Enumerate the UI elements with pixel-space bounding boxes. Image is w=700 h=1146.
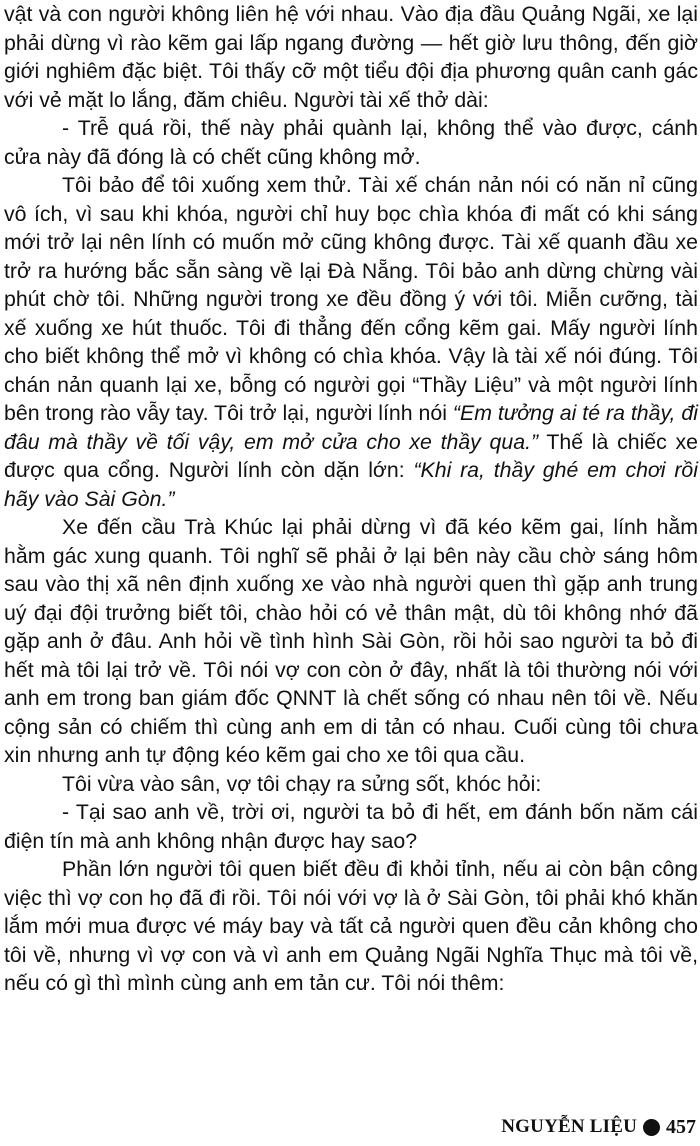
body-text [4,0,698,998]
paragraph-3-text-b: Thế là chiếc xe được qua cổng. Người lính còn dặn lớn: [4,429,698,482]
bullet-dot-icon [643,1119,660,1136]
paragraph-4: Xe đến cầu Trà Khúc lại phải dừng vì đã kéo kẽm gai, lính hằm hằm gác xung quanh. Tôi nghĩ sẽ phải ở lại bên này cầu chờ sáng hôm sau vào thị xã nên định xuống xe vào nhà người quen thì gặp anh trung uý đại đội trưởng biết tôi, chào hỏi có vẻ thân mật, dù tôi không nhớ đã gặp anh ở đâu. Anh hỏi về tình hình Sài Gòn, rồi hỏi sao người ta bỏ đi hết mà tôi lại trở về. Tôi nói vợ con còn ở đây, nhất là tôi thường nói với anh em trong ban giám đốc QNNT là chết sống có nhau nên tôi về. Nếu cộng sản có chiếm thì cùng anh em di tản có nhau. Cuối cùng tôi chưa xin nhưng anh tự động kéo kẽm gai cho xe tôi qua cầu. [4,515,698,767]
soldier-quote-1: “Em tưởng ai té ra thầy, đi đâu mà thầy về tối vậy, em mở cửa cho xe thầy qua.” [4,401,698,454]
paragraph-1: vật và con người không liên hệ với nhau. Vào địa đầu Quảng Ngãi, xe lại phải dừng vì rào kẽm gai lấp ngang đường — hết giờ lưu thông, đến giờ giới nghiêm đặc biệt. Tôi thấy cỡ một tiểu đội địa phương quân canh gác với vẻ mặt lo lắng, đăm chiêu. Người tài xế thở dài: [4,2,698,112]
paragraph-5: Tôi vừa vào sân, vợ tôi chạy ra sửng sốt, khóc hỏi: [62,771,542,796]
paragraph-2: - Trễ quá rồi, thế này phải quành lại, không thể vào được, cánh cửa này đã đóng là có chết cũng không mở. [4,116,698,169]
soldier-quote-2: “Khi ra, thầy ghé em chơi rồi hãy vào Sài Gòn.” [4,458,698,511]
page-footer [501,1112,696,1142]
paragraph-6: - Tại sao anh về, trời ơi, người ta bỏ đi hết, em đánh bốn năm cái điện tín mà anh không nhận được hay sao? [4,800,698,853]
paragraph-7: Phần lớn người tôi quen biết đều đi khỏi tỉnh, nếu ai còn bận công việc thì vợ con họ đã đi rồi. Tôi nói với vợ là ở Sài Gòn, tôi phải khó khăn lắm mới mua được vé máy bay và tất cả người quen đều cản không cho tôi về, nhưng vì vợ con và vì anh em Quảng Ngãi Nghĩa Thục mà tôi về, nếu có gì thì mình cùng anh em tản cư. Tôi nói thêm: [4,857,698,995]
page-number: 457 [666,1115,696,1138]
paragraph-3-text-a: Tôi bảo để tôi xuống xem thử. Tài xế chán nản nói có năn nỉ cũng vô ích, vì sau khi khóa, người chỉ huy bọc chìa khóa đi mất có khi sáng mới trở lại nên lính có muốn mở cũng không được. Tài xế quanh đầu xe trở ra hướng bắc sẵn sàng về lại Đà Nẵng. Tôi bảo anh dừng chừng vài phút chờ tôi. Những người trong xe đều đồng ý với tôi. Miễn cưỡng, tài xế xuống xe hút thuốc. Tôi đi thẳng đến cổng kẽm gai. Mấy người lính cho biết không thể mở vì không có chìa khóa. Vậy là tài xế nói đúng. Tôi chán nản quanh lại xe, bỗng có người gọi “Thầy Liệu” và một người lính bên trong rào vẫy tay. Tôi trở lại, người lính nói [4,173,698,425]
paragraph-3 [4,171,698,513]
footer-author: NGUYỄN LIỆU [501,1116,637,1137]
